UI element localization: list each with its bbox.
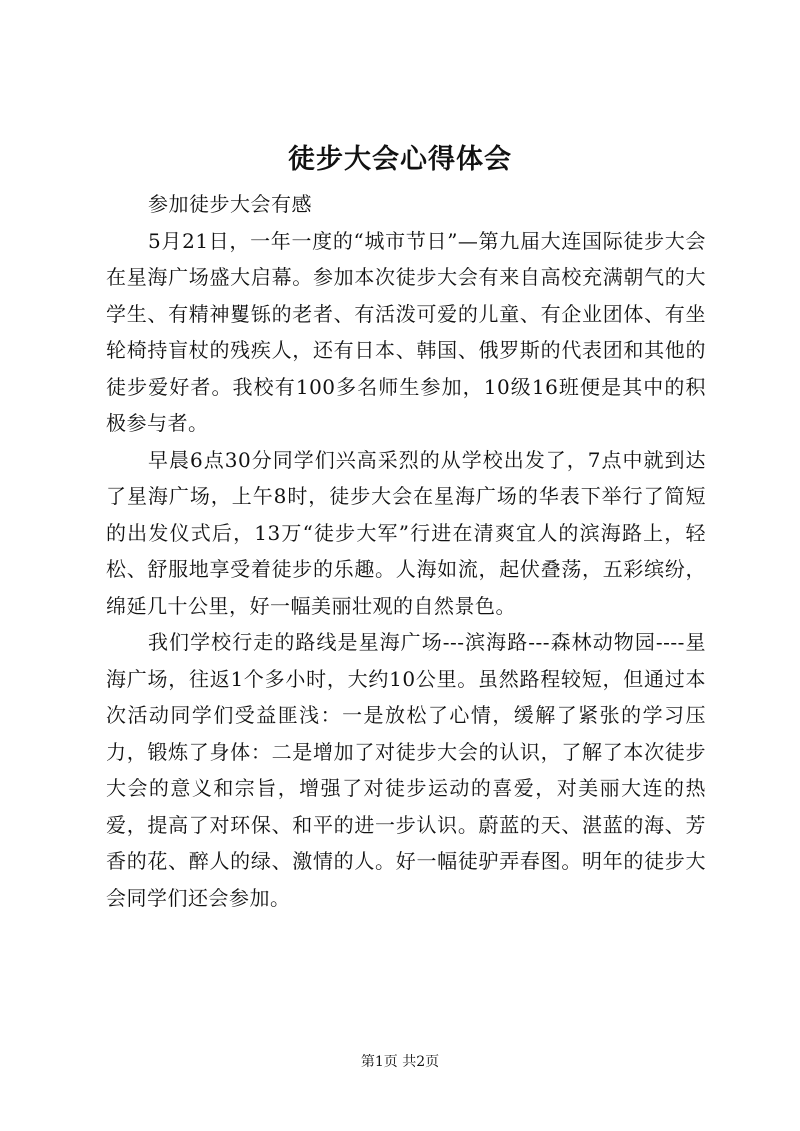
body-paragraph-1: 5月21日，一年一度的“城市节日”—第九届大连国际徒步大会在星海广场盛大启幕。参加本次徒步大会有来自高校充满朝气的大学生、有精神矍铄的老者、有活泼可爱的儿童、有企业团体、有坐轮椅持盲杖的残疾人，还有日本、韩国、俄罗斯的代表团和其他的徒步爱好者。我校有100多名师生参加，10级16班便是其中的积极参与者。 <box>106 228 706 435</box>
document-title: 徒步大会心得体会 <box>288 144 512 175</box>
body-paragraph-2: 早晨6点30分同学们兴高采烈的从学校出发了，7点中就到达了星海广场，上午8时，徒步大会在星海广场的华表下举行了简短的出发仪式后，13万“徒步大军”行进在清爽宜人的滨海路上，轻松、舒服地享受着徒步的乐趣。人海如流，起伏叠荡，五彩缤纷，绵延几十公里，好一幅美丽壮观的自然景色。 <box>106 447 706 618</box>
page-number-footer: 第1页 共2页 <box>360 1054 440 1070</box>
document-body <box>106 186 706 916</box>
subtitle-paragraph: 参加徒步大会有感 <box>148 192 312 216</box>
body-paragraph-3: 我们学校行走的路线是星海广场---滨海路---森林动物园----星海广场，往返1个多小时，大约10公里。虽然路程较短，但通过本次活动同学们受益匪浅：一是放松了心情，缓解了紧张的学习压力，锻炼了身体：二是增加了对徒步大会的认识，了解了本次徒步大会的意义和宗旨，增强了对徒步运动的喜爱，对美丽大连的热爱，提高了对环保、和平的进一步认识。蔚蓝的天、湛蓝的海、芳香的花、醉人的绿、激情的人。好一幅徒驴弄春图。明年的徒步大会同学们还会参加。 <box>106 630 706 910</box>
